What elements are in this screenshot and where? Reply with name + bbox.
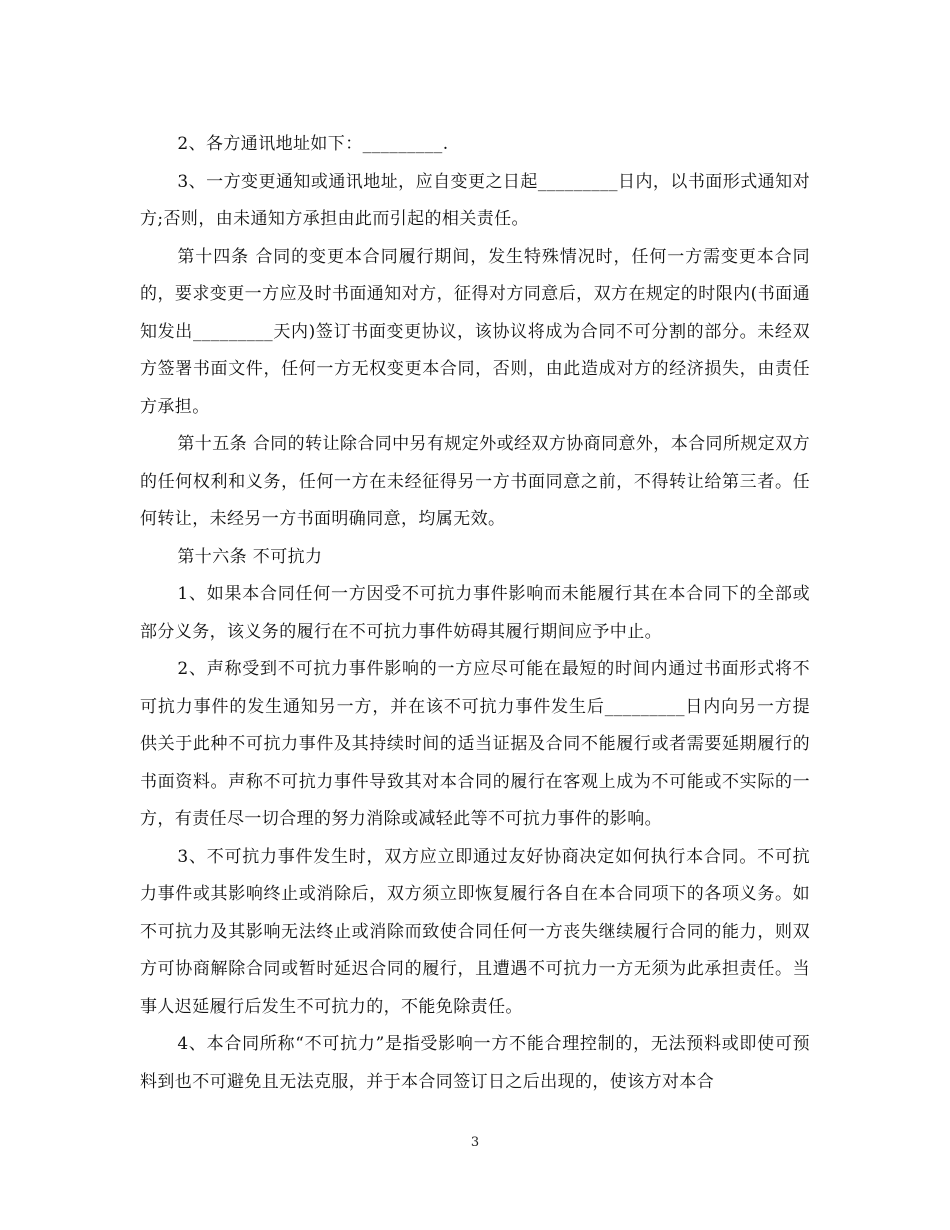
article-14-contract-amendment: 第十四条 合同的变更本合同履行期间，发生特殊情况时，任何一方需变更本合同的，要求变更一方应及时书面通知对方，征得对方同意后，双方在规定的时限内(书面通知发出_________天内)签订书面变更协议，该协议将成为合同不可分割的部分。未经双方签署书面文件，任何一方无权变更本合同，否则，由此造成对方的经济损失，由责任方承担。 [140,246,810,417]
force-majeure-clause-4: 4、本合同所称“不可抗力”是指受影响一方不能合理控制的，无法预料或即使可预料到也不可避免且无法克服，并于本合同签订日之后出现的，使该方对本合 [140,1034,810,1092]
force-majeure-clause-2: 2、声称受到不可抗力事件影响的一方应尽可能在最短的时间内通过书面形式将不可抗力事件的发生通知另一方，并在该不可抗力事件发生后_________日内向另一方提供关于此种不可抗力事件及其持续时间的适当证据及合同不能履行或者需要延期履行的书面资料。声称不可抗力事件导致其对本合同的履行在客观上成为不可能或不实际的一方，有责任尽一切合理的努力消除或减轻此等不可抗力事件的影响。 [140,659,810,829]
article-15-contract-transfer: 第十五条 合同的转让除合同中另有规定外或经双方协商同意外，本合同所规定双方的任何权利和义务，任何一方在未经征得另一方书面同意之前，不得转让给第三者。任何转让，未经另一方书面明确同意，均属无效。 [140,434,810,529]
article-16-heading: 第十六条 不可抗力 [177,546,323,567]
force-majeure-clause-1: 1、如果本合同任何一方因受不可抗力事件影响而未能履行其在本合同下的全部或部分义务，该义务的履行在不可抗力事件妨碍其履行期间应予中止。 [140,584,810,642]
force-majeure-clause-3: 3、不可抗力事件发生时，双方应立即通过友好协商决定如何执行本合同。不可抗力事件或其影响终止或消除后，双方须立即恢复履行各自在本合同项下的各项义务。如不可抗力及其影响无法终止或消除而致使合同任何一方丧失继续履行合同的能力，则双方可协商解除合同或暂时延迟合同的履行，且遭遇不可抗力一方无须为此承担责任。当事人迟延履行后发生不可抗力的，不能免除责任。 [140,846,810,1017]
clause-address-change: 3、一方变更通知或通讯地址，应自变更之日起_________日内，以书面形式通知对方;否则，由未通知方承担由此而引起的相关责任。 [140,171,810,229]
page-number: 3 [470,1135,480,1150]
clause-address-list: 2、各方通讯地址如下：_________. [177,134,449,154]
document-body [140,126,810,1101]
